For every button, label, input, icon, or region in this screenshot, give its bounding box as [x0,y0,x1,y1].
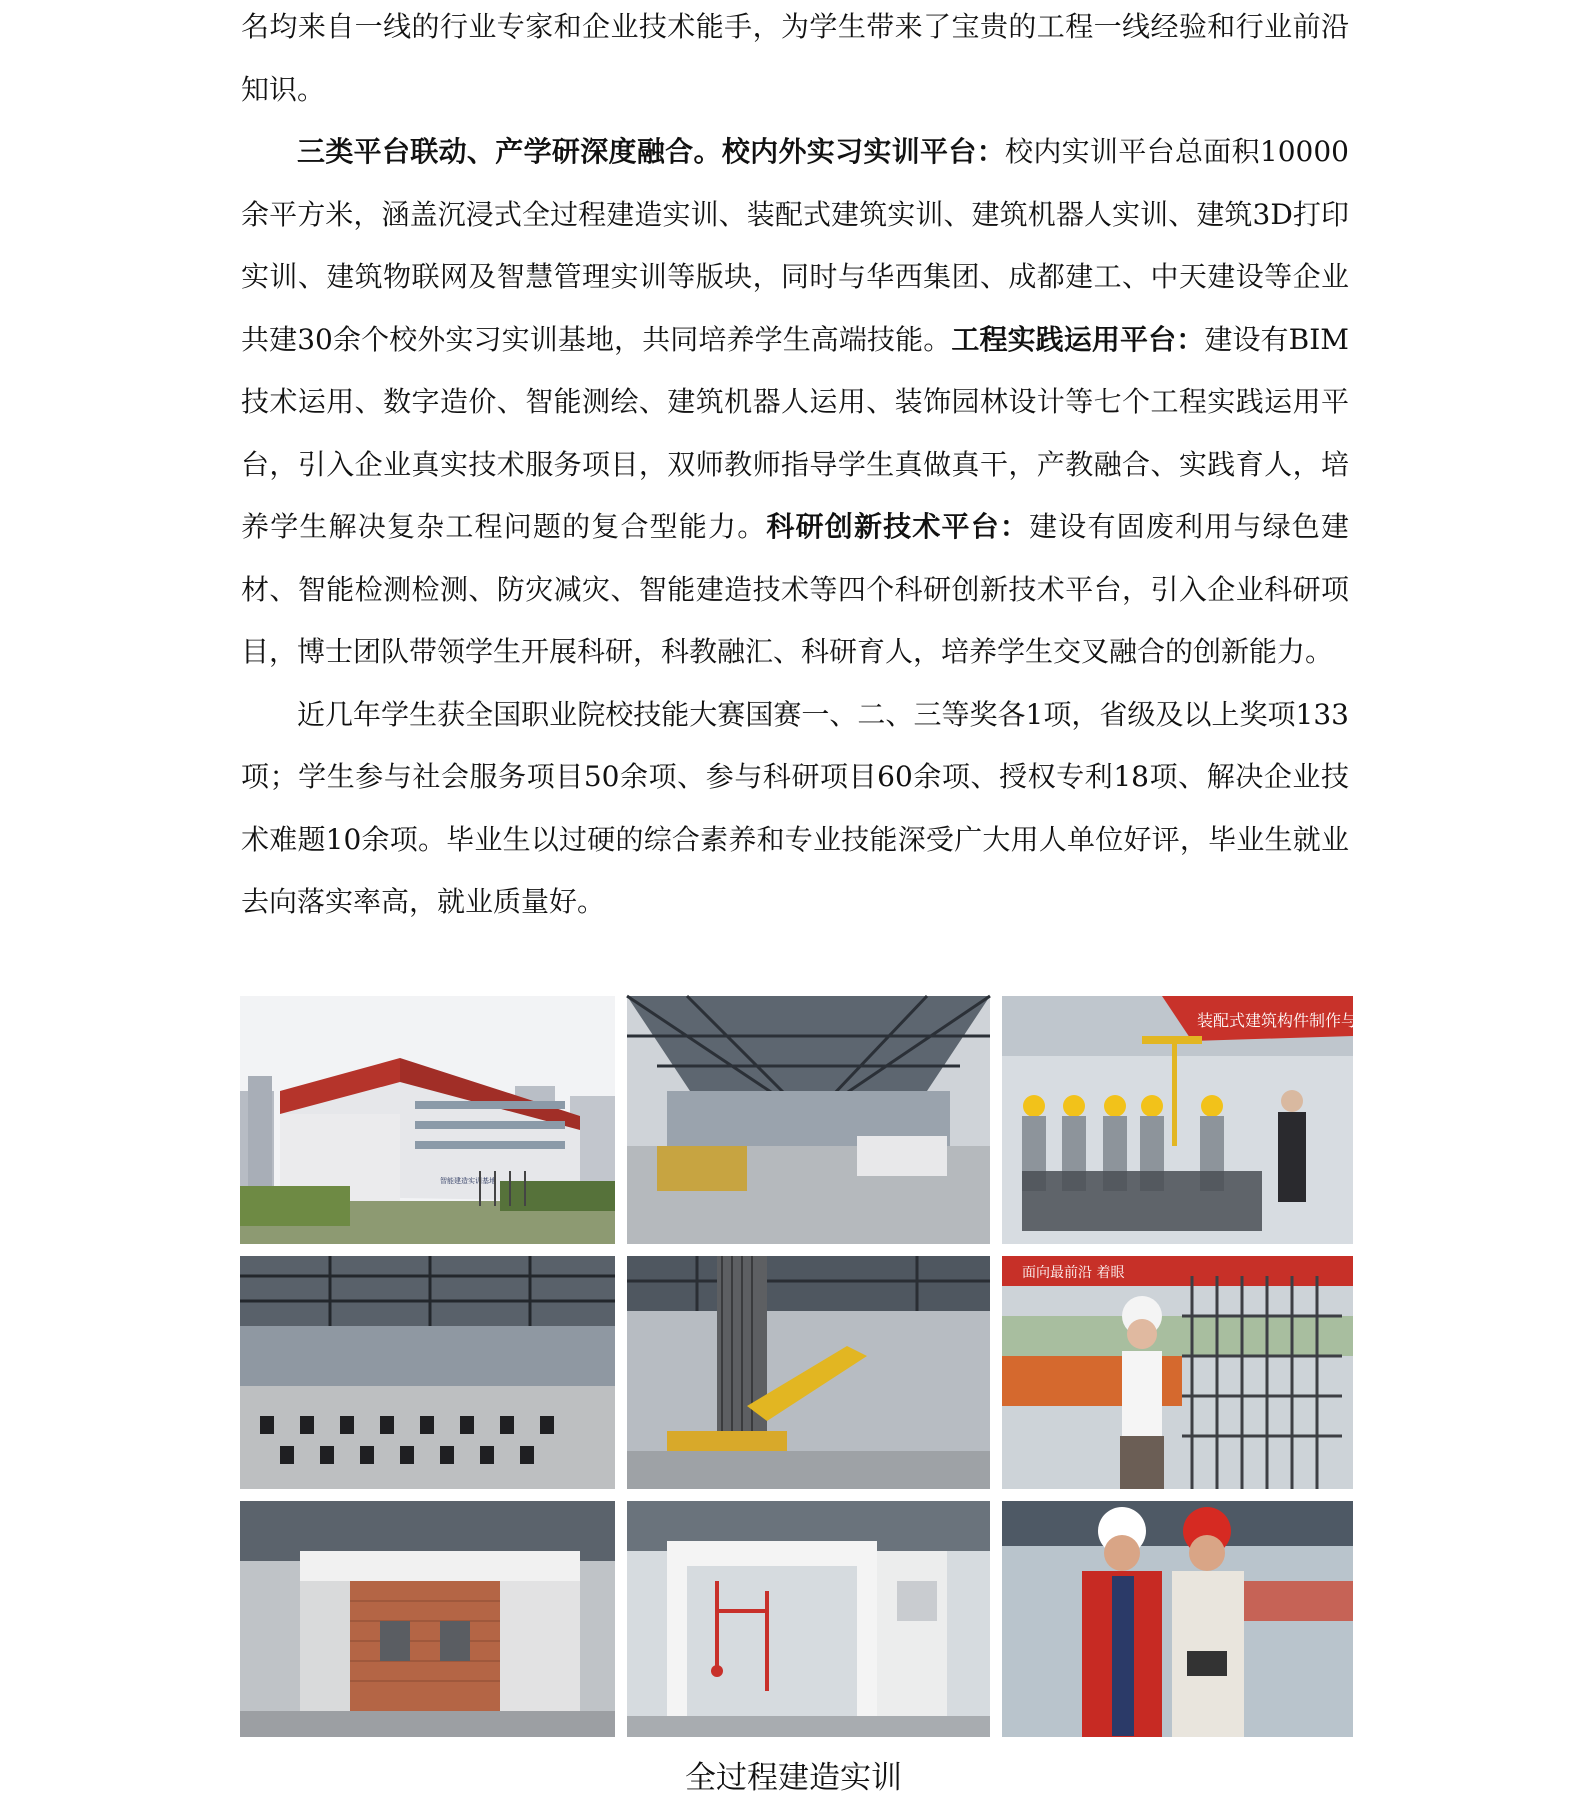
paragraph-3: 近几年学生获全国职业院校技能大赛国赛一、二、三等奖各1项，省级及以上奖项133项；学生参与社会服务项目50余项、参与科研项目60余项、授权专利18项、解决企业技术难题10余项。毕业生以过硬的综合素养和专业技能深受广大用人单位好评，毕业生就业去向落实率高，就业质量好。 [241,697,1349,918]
banner-text-1: 装配式建筑构件制作与安装 [1197,1011,1390,1030]
figure-caption: 全过程建造实训 [685,1760,902,1796]
platform-text-1: 校内实训平台总面积10000余平方米，涵盖沉浸式全过程建造实训、装配式建筑实训、建筑机器人实训、建筑3D打印实训、建筑物联网及智慧管理实训等版块，同时与华西集团、成都建工、中天建设等企业共建30余个校外实习实训基地，共同培养学生高端技能。 [241,135,1349,356]
photo-teacher-rebar [1002,1256,1353,1489]
photo-masonry-wall [240,1501,615,1737]
photo-workers-instrument [1002,1501,1353,1737]
building-sign-text: 智能建造实训基地 [440,1177,496,1185]
platform-text-2: 建设有BIM技术运用、数字造价、智能测绘、建筑机器人运用、装饰园林设计等七个工程实践运用平台，引入企业真实技术服务项目，双师教师指导学生真做真干，产教融合、实践育人，培养学生解决复杂工程问题的复合型能力。 [241,322,1349,543]
photo-classroom-area [240,1256,615,1489]
paragraph-2 [241,121,1349,684]
article-body [241,0,1349,934]
paragraph-2-lead: 三类平台联动、产学研深度融合。 [297,135,722,168]
platform-heading-3: 科研创新技术平台： [766,510,1030,543]
banner-text-2: 面向最前沿 着眼 [1022,1265,1125,1281]
platform-heading-1: 校内外实习实训平台： [721,135,1006,168]
photo-rebar-structure [627,1256,990,1489]
platform-text-3: 建设有固废利用与绿色建材、智能检测检测、防灾减灾、智能建造技术等四个科研创新技术平台，引入企业科研项目，博士团队带领学生开展科研，科教融汇、科研育人，培养学生交叉融合的创新能力。 [241,510,1349,668]
photo-mep-installation [627,1501,990,1737]
photo-students-prefab [1002,996,1390,1244]
photo-training-building [240,996,615,1244]
paragraph-1: 名均来自一线的行业专家和企业技术能手，为学生带来了宝贵的工程一线经验和行业前沿知识。 [241,10,1349,106]
photo-factory-hall [627,996,990,1244]
platform-heading-2: 工程实践运用平台： [951,322,1205,356]
